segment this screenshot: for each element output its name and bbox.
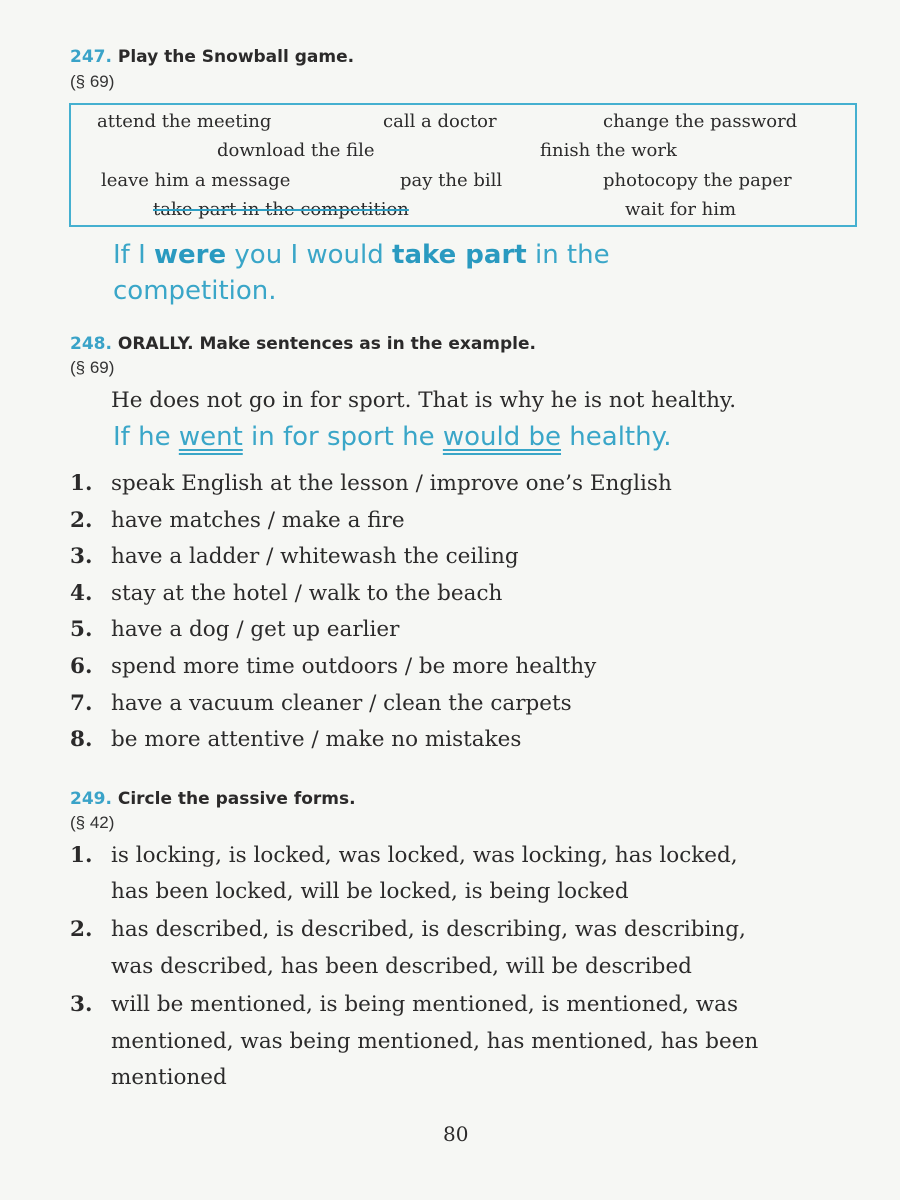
item-text: have a ladder / whitewash the ceiling (111, 544, 519, 570)
grammar-reference: (§ 42) (70, 813, 115, 832)
answer-text: in the (526, 240, 610, 270)
list-item (70, 619, 399, 641)
phrase: download the file (217, 140, 375, 161)
grammar-reference: (§ 69) (70, 358, 115, 377)
list-item (70, 845, 738, 867)
list-item (70, 994, 738, 1016)
answer-text: in for sport he (242, 422, 443, 452)
item-text: have a vacuum cleaner / clean the carpets (111, 690, 572, 716)
exercise-248-heading (70, 334, 536, 354)
phrase-box (69, 103, 857, 227)
phrase-crossed-out: take part in the competition (153, 199, 409, 220)
list-item-continuation: mentioned (111, 1065, 227, 1090)
exercise-title: Circle the passive forms. (117, 789, 356, 809)
list-item-continuation: mentioned, was being mentioned, has mentioned, has been (111, 1029, 759, 1054)
answer-underlined: went (178, 422, 243, 452)
phrase: wait for him (625, 199, 737, 220)
list-item (70, 546, 519, 568)
example-sentence: He does not go in for sport. That is why he is not healthy. (111, 388, 737, 413)
phrase: leave him a message (101, 170, 291, 191)
item-number: 8. (70, 727, 93, 753)
answer-text: If he (113, 422, 179, 452)
answer-text: healthy. (561, 422, 672, 452)
item-number: 1. (70, 471, 93, 496)
exercise-title: ORALLY. Make sentences as in the example. (117, 334, 537, 354)
item-text: be more attentive / make no mistakes (111, 727, 522, 753)
phrase: finish the work (540, 140, 677, 161)
answer-highlight: were (154, 240, 227, 270)
grammar-reference: (§ 69) (70, 72, 115, 91)
phrase: change the password (603, 111, 798, 132)
list-item-continuation: has been locked, will be locked, is being locked (111, 879, 629, 904)
list-item (70, 507, 405, 533)
item-text: will be mentioned, is being mentioned, is mentioned, was (111, 992, 738, 1017)
list-item (70, 473, 672, 495)
item-text: have a dog / get up earlier (111, 617, 400, 643)
list-item (70, 729, 521, 751)
item-number: 7. (70, 690, 93, 716)
item-number: 2. (70, 507, 93, 533)
item-text: has described, is described, is describing, was describing, (111, 917, 746, 942)
item-text: is locking, is locked, was locked, was locking, has locked, (111, 843, 738, 868)
example-answer-247 (113, 240, 610, 270)
answer-highlight: take part (392, 240, 527, 270)
exercise-number: 248. (70, 334, 112, 354)
answer-text: If I (113, 240, 155, 270)
page-number: 80 (443, 1122, 469, 1146)
exercise-title: Play the Snowball game. (117, 47, 355, 67)
item-number: 4. (70, 580, 93, 606)
item-text: stay at the hotel / walk to the beach (111, 580, 503, 606)
list-item (70, 690, 572, 716)
phrase: attend the meeting (97, 111, 272, 132)
exercise-249-heading (70, 789, 356, 809)
item-number: 1. (70, 843, 93, 868)
item-number: 3. (70, 544, 93, 570)
example-answer-248 (113, 422, 672, 452)
item-number: 2. (70, 917, 93, 942)
item-number: 5. (70, 617, 93, 643)
exercise-number: 249. (70, 789, 112, 809)
phrase: photocopy the paper (603, 170, 792, 191)
item-number: 3. (70, 992, 93, 1017)
list-item (70, 656, 596, 678)
exercise-247-heading (70, 47, 354, 67)
list-item (70, 580, 503, 606)
item-text: speak English at the lesson / improve one’s English (111, 471, 672, 496)
phrase: call a doctor (383, 111, 497, 132)
list-item (70, 919, 746, 941)
answer-underlined: would be (442, 422, 562, 452)
item-number: 6. (70, 654, 93, 679)
answer-text: you I would (226, 240, 393, 270)
list-item-continuation: was described, has been described, will be described (111, 954, 692, 979)
item-text: spend more time outdoors / be more healthy (111, 654, 597, 679)
phrase: pay the bill (400, 170, 503, 191)
item-text: have matches / make a fire (111, 507, 405, 533)
example-answer-247-cont: competition. (113, 276, 277, 306)
exercise-number: 247. (70, 47, 112, 67)
